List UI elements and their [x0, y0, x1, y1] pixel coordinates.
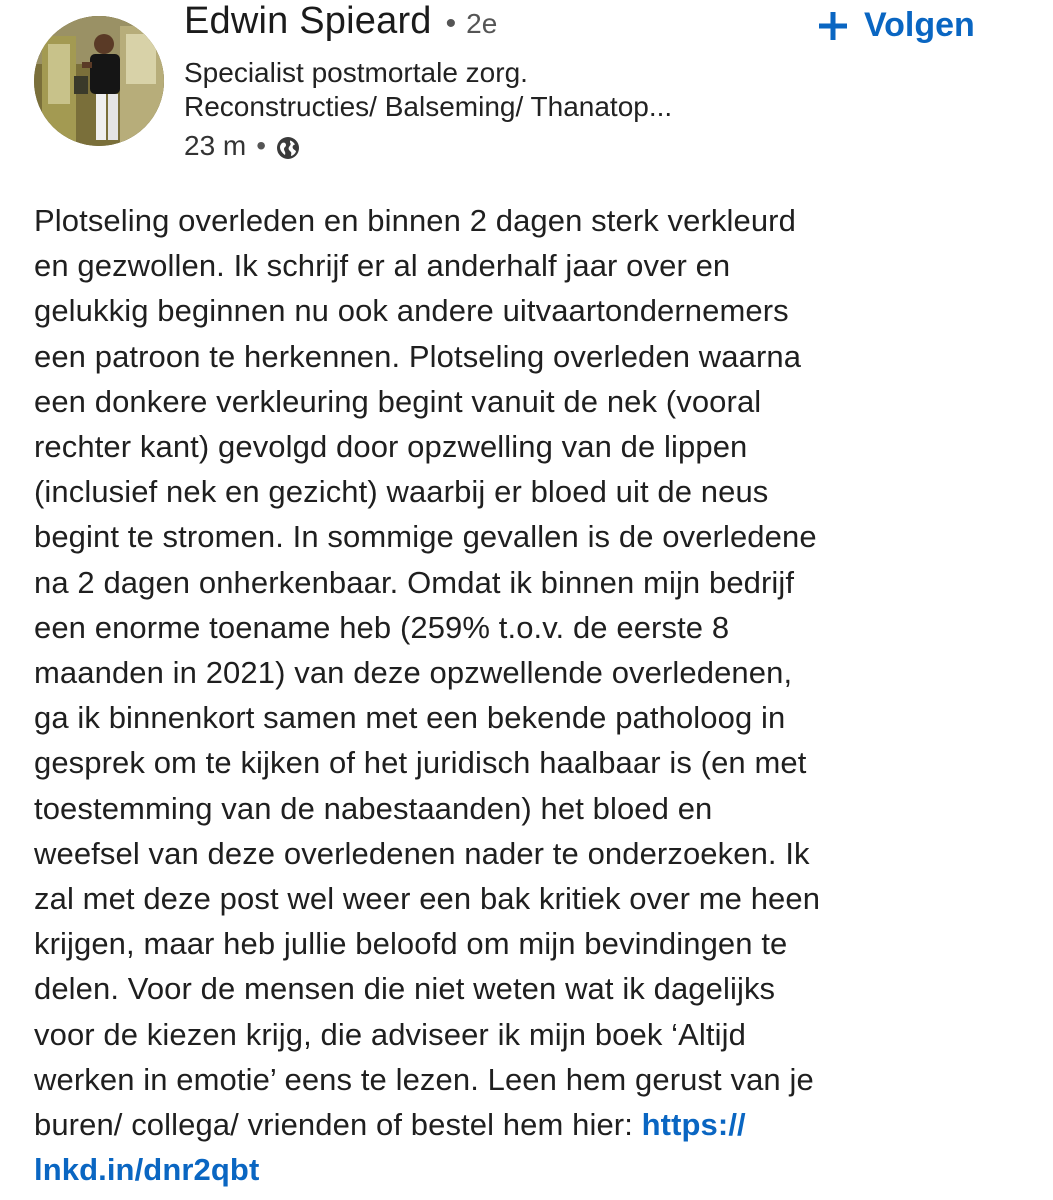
post-text: [34, 198, 1024, 1192]
post-text-line: voor de kiezen krijg, die adviseer ik mijn boek ‘Altijd: [34, 1016, 746, 1052]
post-timestamp: 23 m: [184, 130, 247, 161]
post-text-line-link: [34, 1147, 1024, 1192]
post-text-line: gelukkig beginnen nu ook andere uitvaartondernemers: [34, 293, 789, 329]
author-name[interactable]: Edwin Spieard: [184, 0, 432, 42]
post-text-line: delen. Voor de mensen die niet weten wat ik dagelijks: [34, 971, 776, 1007]
post-text-line: ga ik binnenkort samen met een bekende patholoog in: [34, 700, 786, 736]
post-text-line: maanden in 2021) van deze opzwellende overledenen,: [34, 655, 793, 691]
post-text-line: rechter kant) gevolgd door opzwelling van de lippen: [34, 429, 748, 465]
post-text-line: na 2 dagen onherkenbaar. Omdat ik binnen mijn bedrijf: [34, 564, 795, 600]
post-link-part-2[interactable]: lnkd.in/dnr2qbt: [34, 1152, 260, 1188]
post-text-line: zal met deze post wel weer een bak kritiek over me heen: [34, 881, 821, 917]
post-text-line: toestemming van de nabestaanden) het bloed en: [34, 790, 713, 826]
post-text-line: Plotseling overleden en binnen 2 dagen sterk verkleurd: [34, 203, 796, 238]
globe-icon: [276, 135, 300, 159]
post-meta: [184, 130, 300, 162]
post-text-line: een enorme toename heb (259% t.o.v. de eerste 8: [34, 609, 730, 645]
post-text-line: gesprek om te kijken of het juridisch haalbaar is (en met: [34, 745, 807, 781]
post-text-line-with-link: [34, 1102, 1024, 1147]
author-name-row: [184, 0, 497, 52]
post-text-line: begint te stromen. In sommige gevallen is de overledene: [34, 519, 817, 555]
post-text-line: een patroon te herkennen. Plotseling overleden waarna: [34, 338, 802, 374]
profile-photo: [34, 16, 164, 146]
post-text-line: weefsel van deze overledenen nader te onderzoeken. Ik: [34, 835, 810, 871]
follow-button[interactable]: [818, 6, 975, 45]
post-text-line: krijgen, maar heb jullie beloofd om mijn bevindingen te: [34, 926, 788, 962]
author-headline: [184, 56, 672, 124]
connection-degree: 2e: [466, 8, 498, 39]
headline-line: Reconstructies/ Balseming/ Thanatop...: [184, 91, 673, 122]
name-separator: •: [445, 7, 457, 40]
post-text-line: (inclusief nek en gezicht) waarbij er bloed uit de neus: [34, 474, 769, 510]
headline-line: Specialist postmortale zorg.: [184, 57, 528, 88]
follow-label: Volgen: [864, 6, 975, 44]
post-text-prefix: buren/ collega/ vrienden of bestel hem hier:: [34, 1107, 642, 1143]
meta-separator: •: [256, 130, 267, 161]
post-link-part-1[interactable]: https://: [641, 1107, 746, 1143]
post-text-line: een donkere verkleuring begint vanuit de nek (vooral: [34, 383, 762, 419]
plus-icon: [818, 11, 848, 41]
post-text-line: werken in emotie’ eens te lezen. Leen hem gerust van je: [34, 1061, 814, 1097]
avatar[interactable]: [34, 16, 164, 146]
post-text-line: en gezwollen. Ik schrijf er al anderhalf jaar over en: [34, 248, 731, 284]
